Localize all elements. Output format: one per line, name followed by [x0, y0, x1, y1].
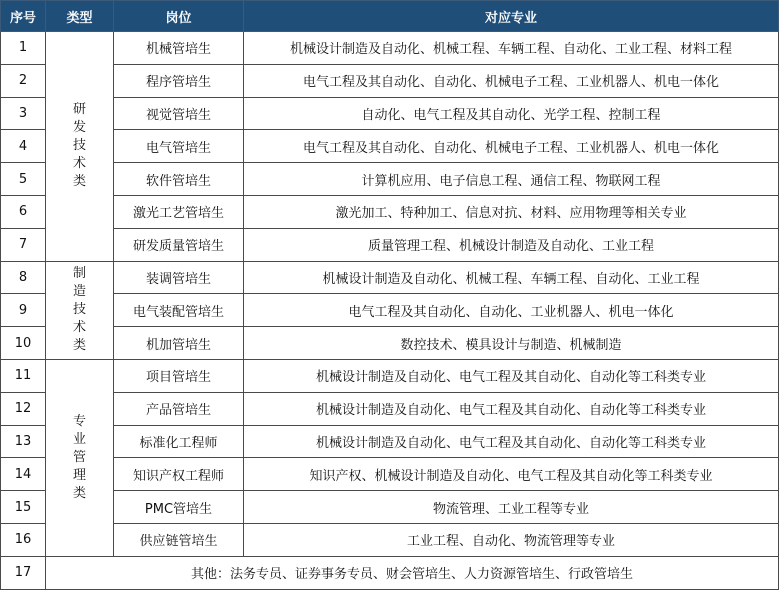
major-list: 工业工程、自动化、物流管理等专业: [244, 523, 779, 556]
header-no: 序号: [1, 1, 46, 32]
table-row: [1, 228, 779, 261]
post-name: 激光工艺管培生: [114, 195, 244, 228]
major-list: 激光加工、特种加工、信息对抗、材料、应用物理等相关专业: [244, 195, 779, 228]
major-list: 计算机应用、电子信息工程、通信工程、物联网工程: [244, 163, 779, 196]
post-name: 标准化工程师: [114, 425, 244, 458]
category-label: 研发技术类: [72, 102, 86, 190]
header-post: 岗位: [114, 1, 244, 32]
post-name: 电气管培生: [114, 130, 244, 163]
table-row: [1, 163, 779, 196]
major-list: 机械设计制造及自动化、电气工程及其自动化、自动化等工科类专业: [244, 392, 779, 425]
table-row: [1, 556, 779, 589]
row-number: 16: [1, 523, 46, 556]
row-number: 15: [1, 491, 46, 524]
table-row: [1, 392, 779, 425]
major-list: 物流管理、工业工程等专业: [244, 491, 779, 524]
header-major: 对应专业: [244, 1, 779, 32]
row-number: 8: [1, 261, 46, 294]
row-number: 10: [1, 327, 46, 360]
post-name: 装调管培生: [114, 261, 244, 294]
other-positions: 其他：法务专员、证券事务专员、财会管培生、人力资源管培生、行政管培生: [46, 556, 779, 589]
post-name: 电气装配管培生: [114, 294, 244, 327]
major-list: 电气工程及其自动化、自动化、机械电子工程、工业机器人、机电一体化: [244, 130, 779, 163]
table-row: [1, 64, 779, 97]
major-list: 质量管理工程、机械设计制造及自动化、工业工程: [244, 228, 779, 261]
table-row: [1, 294, 779, 327]
row-number: 12: [1, 392, 46, 425]
table-row: [1, 491, 779, 524]
post-name: 研发质量管培生: [114, 228, 244, 261]
major-list: 机械设计制造及自动化、机械工程、车辆工程、自动化、工业工程: [244, 261, 779, 294]
row-number: 3: [1, 97, 46, 130]
table-row: [1, 97, 779, 130]
table-row: [1, 359, 779, 392]
major-list: 机械设计制造及自动化、电气工程及其自动化、自动化等工科类专业: [244, 359, 779, 392]
table-header-row: [1, 1, 779, 32]
post-name: 软件管培生: [114, 163, 244, 196]
row-number: 7: [1, 228, 46, 261]
row-number: 17: [1, 556, 46, 589]
row-number: 5: [1, 163, 46, 196]
major-list: 电气工程及其自动化、自动化、机械电子工程、工业机器人、机电一体化: [244, 64, 779, 97]
category-cell-rd: [46, 32, 114, 262]
major-list: 数控技术、模具设计与制造、机械制造: [244, 327, 779, 360]
table-row: [1, 130, 779, 163]
table-row: [1, 458, 779, 491]
post-name: PMC管培生: [114, 491, 244, 524]
table-row: [1, 327, 779, 360]
major-list: 自动化、电气工程及其自动化、光学工程、控制工程: [244, 97, 779, 130]
header-type: 类型: [46, 1, 114, 32]
row-number: 4: [1, 130, 46, 163]
major-list: 机械设计制造及自动化、机械工程、车辆工程、自动化、工业工程、材料工程: [244, 32, 779, 65]
post-name: 知识产权工程师: [114, 458, 244, 491]
row-number: 6: [1, 195, 46, 228]
major-list: 知识产权、机械设计制造及自动化、电气工程及其自动化等工科类专业: [244, 458, 779, 491]
table-row: [1, 523, 779, 556]
table-row: [1, 425, 779, 458]
table-row: [1, 32, 779, 65]
post-name: 视觉管培生: [114, 97, 244, 130]
table-row: [1, 261, 779, 294]
post-name: 机械管培生: [114, 32, 244, 65]
row-number: 9: [1, 294, 46, 327]
category-label: 制造技术类: [72, 266, 86, 354]
category-cell-mgmt: [46, 359, 114, 556]
post-name: 项目管培生: [114, 359, 244, 392]
post-name: 机加管培生: [114, 327, 244, 360]
major-list: 机械设计制造及自动化、电气工程及其自动化、自动化等工科类专业: [244, 425, 779, 458]
post-name: 产品管培生: [114, 392, 244, 425]
row-number: 2: [1, 64, 46, 97]
row-number: 11: [1, 359, 46, 392]
major-list: 电气工程及其自动化、自动化、工业机器人、机电一体化: [244, 294, 779, 327]
category-label: 专业管理类: [72, 413, 86, 501]
table-row: [1, 195, 779, 228]
row-number: 1: [1, 32, 46, 65]
category-cell-mfg: [46, 261, 114, 359]
row-number: 13: [1, 425, 46, 458]
row-number: 14: [1, 458, 46, 491]
post-name: 程序管培生: [114, 64, 244, 97]
post-name: 供应链管培生: [114, 523, 244, 556]
